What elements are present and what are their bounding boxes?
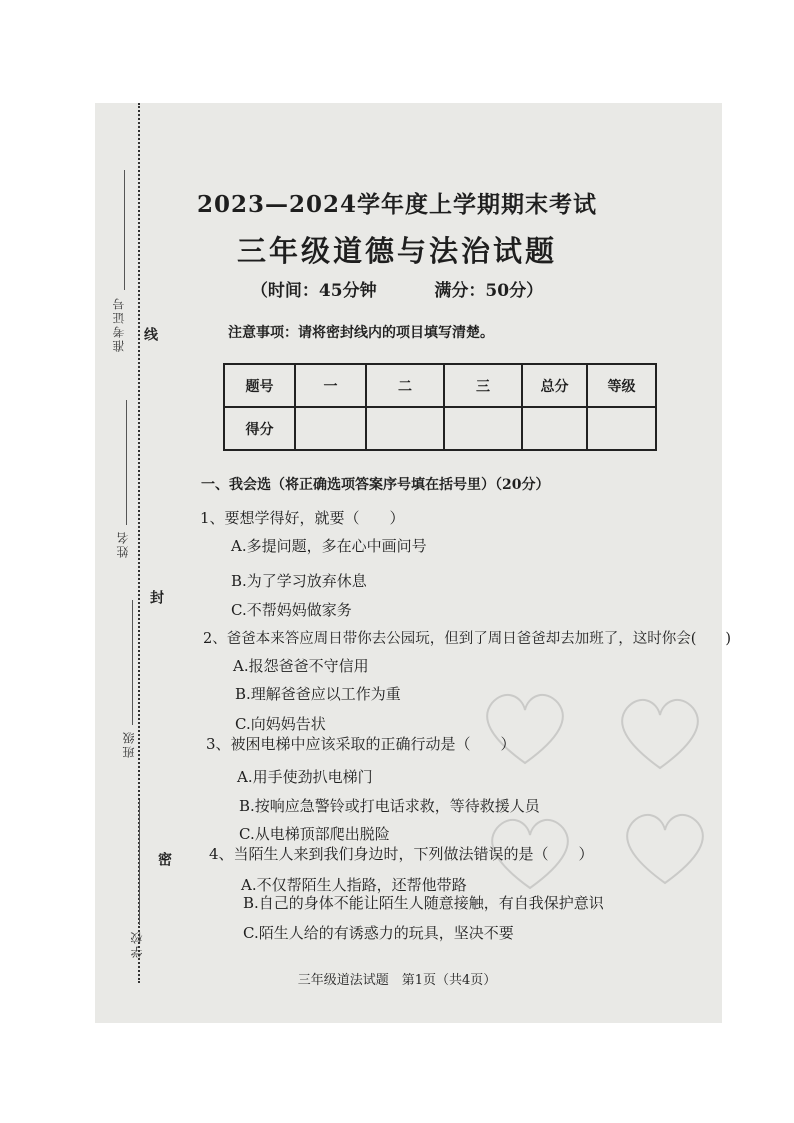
question-option[interactable]: A.报怨爸爸不守信用 — [233, 657, 369, 675]
score-cell-header: 题号 — [224, 364, 295, 407]
name-label: 姓名 — [116, 530, 130, 558]
score-cell-header: 二 — [366, 364, 444, 407]
subject-title: 三年级道德与法治试题 — [236, 234, 557, 268]
score-cell-header: 一 — [295, 364, 366, 407]
question-option[interactable]: B.自己的身体不能让陌生人随意接触，有自我保护意识 — [243, 894, 604, 912]
score-cell-header: 等级 — [587, 364, 656, 407]
question-stem: 4、当陌生人来到我们身边时，下列做法错误的是（ ） — [209, 845, 594, 863]
name-blank[interactable] — [126, 400, 127, 525]
question-option[interactable]: C.不帮妈妈做家务 — [231, 601, 352, 619]
score-input-cell[interactable] — [444, 407, 522, 450]
bleed-through-heart — [615, 693, 705, 773]
school-label: 学校 — [130, 930, 144, 958]
school-blank[interactable] — [139, 800, 140, 925]
section-heading: 一、我会选（将正确选项答案序号填在括号里）（20分） — [201, 477, 550, 493]
score-row-label: 得分 — [224, 407, 295, 450]
exam-time-score — [0, 276, 794, 301]
class-blank[interactable] — [132, 600, 133, 725]
question-option[interactable]: C.陌生人给的有诱惑力的玩具，坚决不要 — [243, 924, 514, 942]
question-option[interactable]: B.理解爸爸应以工作为重 — [235, 685, 401, 703]
score-table-header-row — [224, 364, 656, 407]
exam-id-label: 准考证号 — [112, 296, 126, 352]
question-option[interactable]: B.按响应急警铃或打电话求救，等待救援人员 — [239, 797, 540, 815]
score-input-cell[interactable] — [522, 407, 587, 450]
score-cell-header: 三 — [444, 364, 522, 407]
question-option[interactable]: A.用手使劲扒电梯门 — [237, 768, 373, 786]
score-input-cell[interactable] — [295, 407, 366, 450]
score-table-score-row — [224, 407, 656, 450]
exam-title: 2023—2024学年度上学期期末考试 — [196, 191, 598, 218]
bleed-through-heart — [480, 688, 570, 768]
question-stem: 3、被困电梯中应该采取的正确行动是（ ） — [206, 735, 516, 753]
seal-char-secret: 密 — [156, 852, 172, 866]
question-option[interactable]: C.向妈妈告状 — [235, 715, 326, 733]
question-option[interactable]: C.从电梯顶部爬出脱险 — [239, 825, 390, 843]
notice: 注意事项：请将密封线内的项目填写清楚。 — [228, 325, 494, 341]
score-input-cell[interactable] — [587, 407, 656, 450]
question-option[interactable]: B.为了学习放弃休息 — [231, 572, 367, 590]
full-score-label: 满分：50分） — [434, 281, 544, 301]
question-stem: 2、爸爸本来答应周日带你去公园玩，但到了周日爸爸却去加班了，这时你会( ) — [203, 631, 732, 647]
question-option[interactable]: A.不仅帮陌生人指路，还帮他带路 — [241, 876, 467, 894]
seal-char-seal: 封 — [148, 590, 164, 604]
score-input-cell[interactable] — [366, 407, 444, 450]
seal-char-line: 线 — [142, 327, 158, 341]
question-stem: 1、要想学得好，就要（ ） — [200, 509, 405, 527]
score-table — [223, 363, 657, 451]
page-footer: 三年级道法试题 第1页（共4页） — [297, 973, 497, 988]
bleed-through-heart — [620, 808, 710, 888]
time-label: （时间：45分钟 — [250, 281, 377, 301]
score-cell-header: 总分 — [522, 364, 587, 407]
class-label: 班级 — [122, 730, 136, 758]
question-option[interactable]: A.多提问题，多在心中画问号 — [231, 537, 427, 555]
